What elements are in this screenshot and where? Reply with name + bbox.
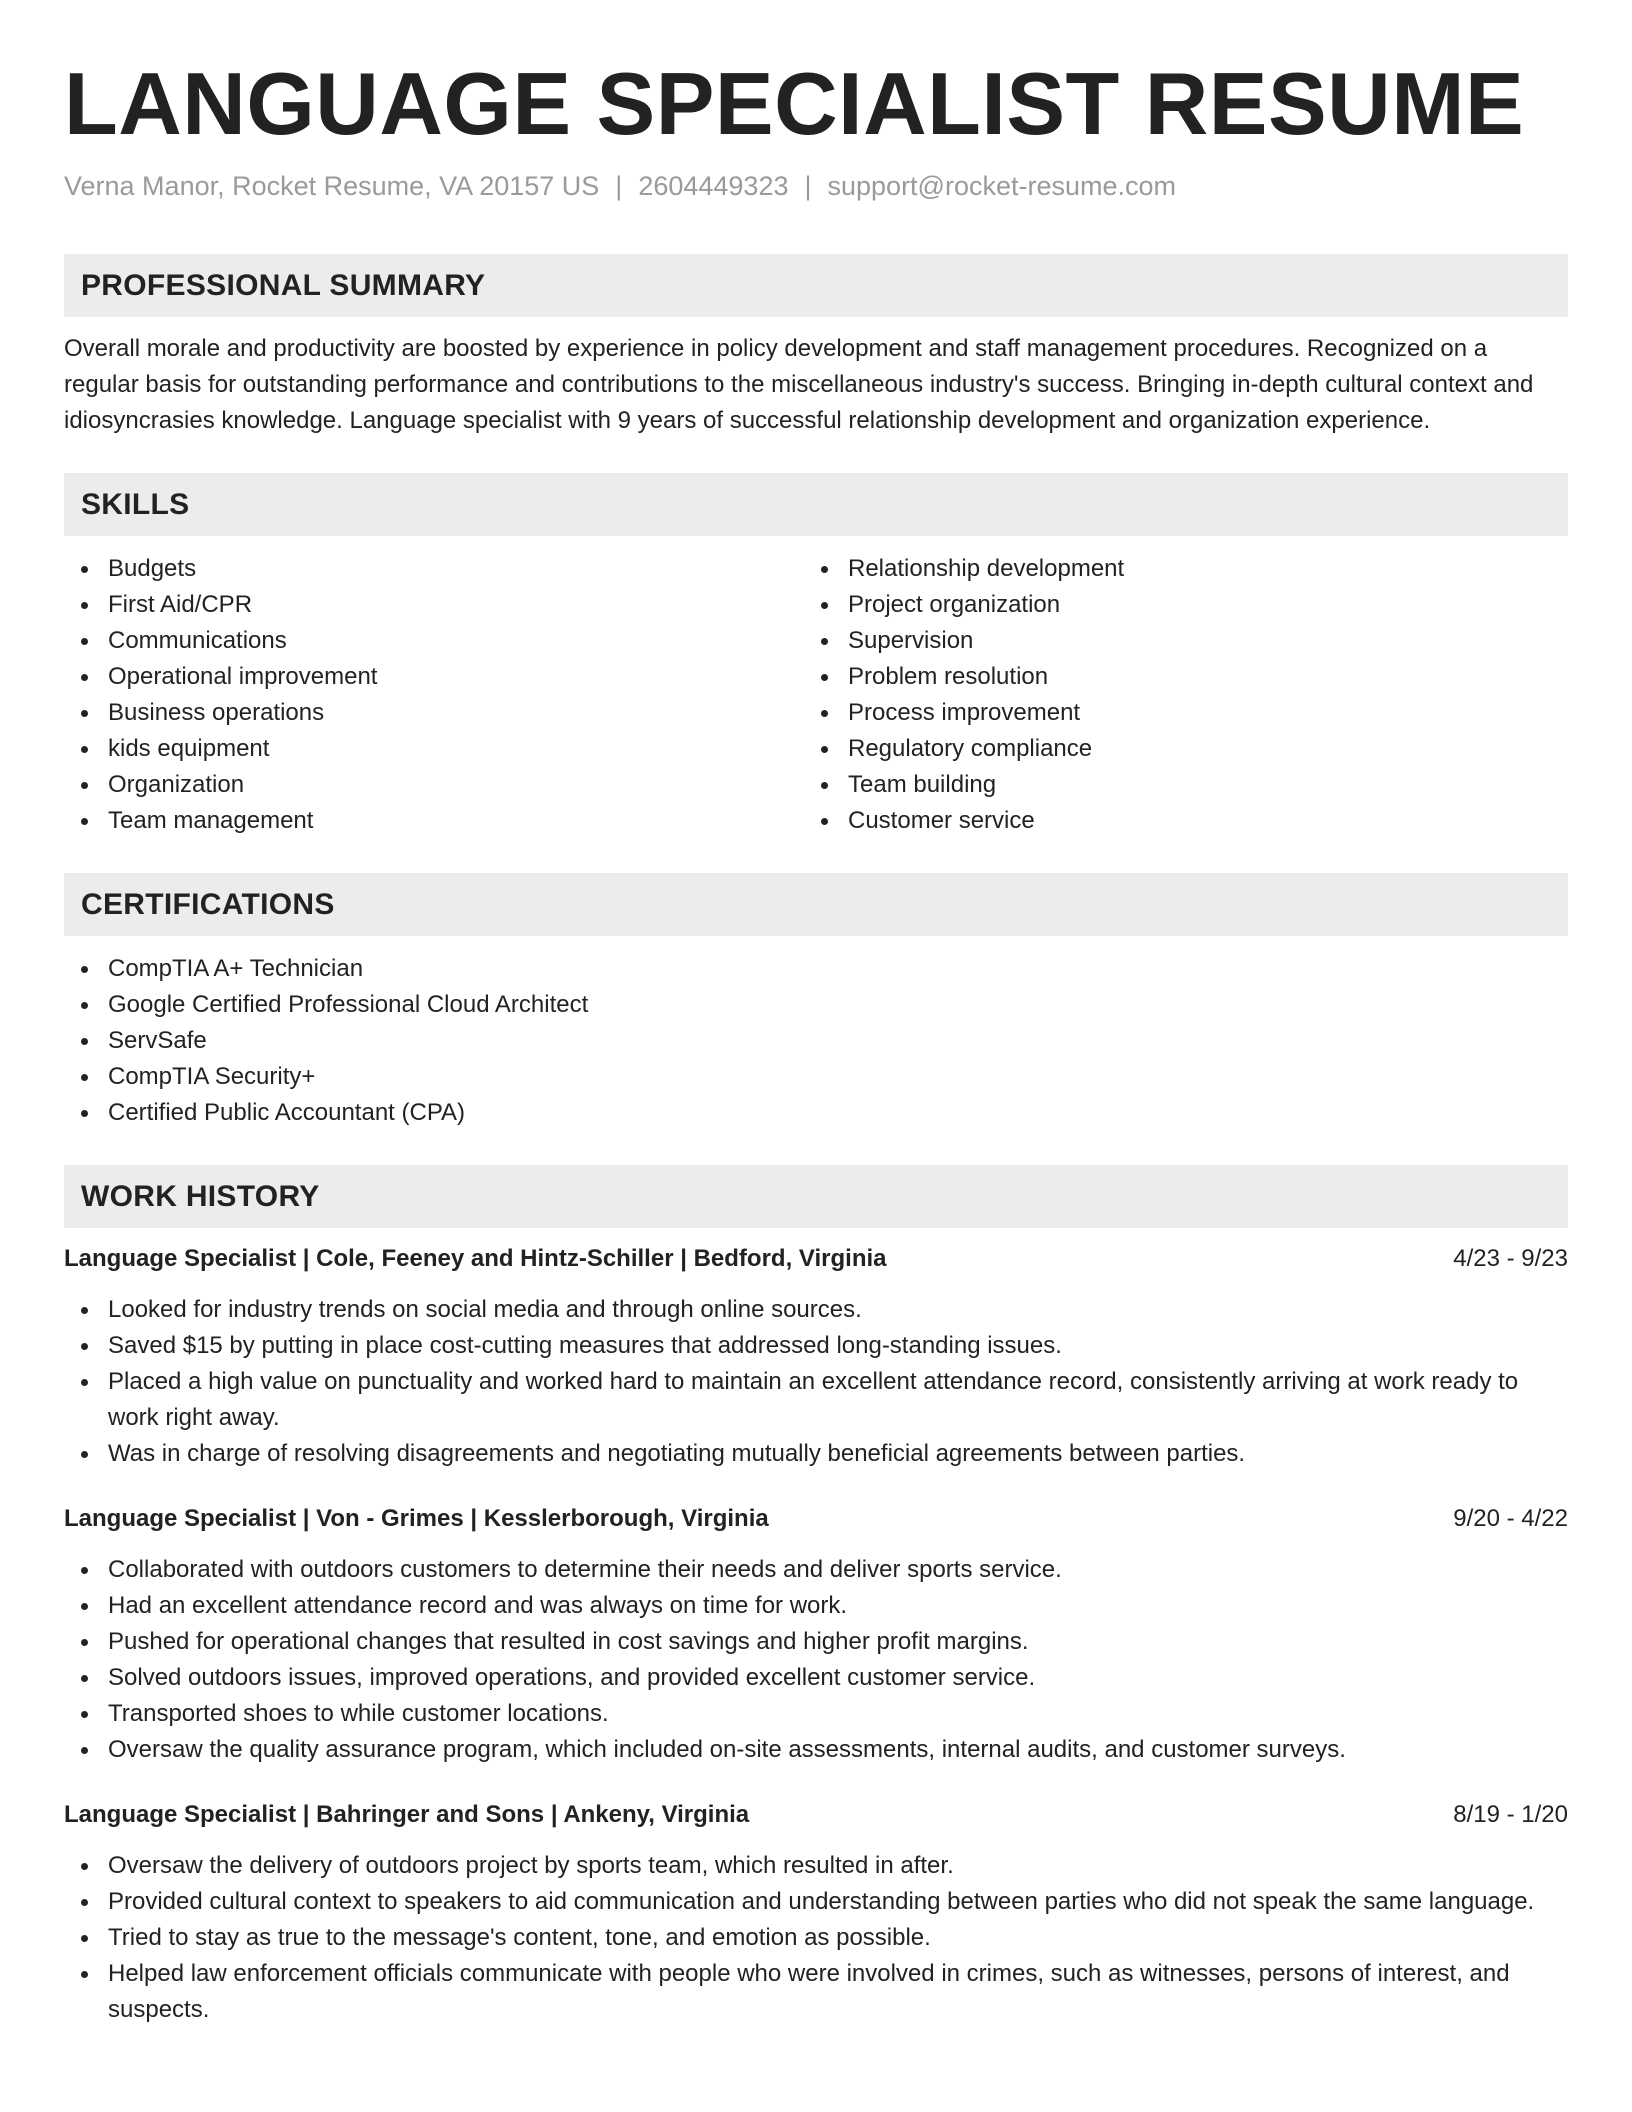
skill-item: Business operations <box>64 695 804 731</box>
contact-separator: | <box>804 171 812 201</box>
job-header <box>64 1798 1568 1832</box>
contact-address: Verna Manor, Rocket Resume, VA 20157 US <box>64 171 600 201</box>
certifications-list <box>64 951 1568 1131</box>
job-bullet: Provided cultural context to speakers to aid communication and understanding between parties who did not speak the same language. <box>64 1884 1568 1920</box>
skill-item: Supervision <box>804 623 1544 659</box>
skill-item: Customer service <box>804 803 1544 839</box>
job-bullet: Tried to stay as true to the message's content, tone, and emotion as possible. <box>64 1920 1568 1956</box>
skills-grid <box>64 551 1568 839</box>
skill-item: Communications <box>64 623 804 659</box>
job-dates: 9/20 - 4/22 <box>1453 1505 1568 1532</box>
job-title: Language Specialist | Cole, Feeney and Hintz-Schiller | Bedford, Virginia <box>64 1245 887 1272</box>
contact-line <box>64 168 1568 204</box>
skill-item: kids equipment <box>64 731 804 767</box>
job-bullet: Pushed for operational changes that resulted in cost savings and higher profit margins. <box>64 1624 1568 1660</box>
skill-item: Project organization <box>804 587 1544 623</box>
skills-list-right <box>804 551 1544 839</box>
job-bullet: Collaborated with outdoors customers to determine their needs and deliver sports service. <box>64 1552 1568 1588</box>
job-bullet: Helped law enforcement officials communicate with people who were involved in crimes, such as witnesses, persons of interest, and suspects. <box>64 1956 1568 2028</box>
section-header-summary: PROFESSIONAL SUMMARY <box>64 254 1568 317</box>
skill-item: Process improvement <box>804 695 1544 731</box>
job-bullet: Saved $15 by putting in place cost-cutting measures that addressed long-standing issues. <box>64 1328 1568 1364</box>
skill-item: Relationship development <box>804 551 1544 587</box>
certification-item: Certified Public Accountant (CPA) <box>64 1095 1568 1131</box>
job-bullets <box>64 1848 1568 2028</box>
job-bullet: Placed a high value on punctuality and worked hard to maintain an excellent attendance record, consistently arriving at work ready to work right away. <box>64 1364 1568 1436</box>
skills-list-left <box>64 551 804 839</box>
skill-item: First Aid/CPR <box>64 587 804 623</box>
certification-item: CompTIA Security+ <box>64 1059 1568 1095</box>
resume-title: LANGUAGE SPECIALIST RESUME <box>64 54 1525 153</box>
job-bullet: Looked for industry trends on social media and through online sources. <box>64 1292 1568 1328</box>
contact-email: support@rocket-resume.com <box>827 171 1177 201</box>
certification-item: ServSafe <box>64 1023 1568 1059</box>
skills-section <box>64 473 1568 839</box>
job-entry <box>64 1502 1568 1768</box>
work-history-section <box>64 1165 1568 2028</box>
certification-item: CompTIA A+ Technician <box>64 951 1568 987</box>
skill-item: Operational improvement <box>64 659 804 695</box>
job-bullet: Had an excellent attendance record and was always on time for work. <box>64 1588 1568 1624</box>
job-bullets <box>64 1292 1568 1472</box>
skill-item: Team building <box>804 767 1544 803</box>
job-bullet: Oversaw the quality assurance program, which included on-site assessments, internal audits, and customer surveys. <box>64 1732 1568 1768</box>
skill-item: Budgets <box>64 551 804 587</box>
skill-item: Regulatory compliance <box>804 731 1544 767</box>
summary-text: Overall morale and productivity are boosted by experience in policy development and staff management procedures. Recognized on a regular basis for outstanding performance and contributions to the miscellaneous industry's success. Bringing in-depth cultural context and idiosyncrasies knowledge. Language specialist with 9 years of successful relationship development and organization experience. <box>64 335 1534 434</box>
job-header <box>64 1242 1568 1276</box>
skill-item: Organization <box>64 767 804 803</box>
skill-item: Problem resolution <box>804 659 1544 695</box>
contact-phone: 2604449323 <box>638 171 789 201</box>
certifications-section <box>64 873 1568 1131</box>
skill-item: Team management <box>64 803 804 839</box>
job-header <box>64 1502 1568 1536</box>
section-header-skills: SKILLS <box>64 473 1568 536</box>
job-entry <box>64 1798 1568 2028</box>
job-bullet: Oversaw the delivery of outdoors project by sports team, which resulted in after. <box>64 1848 1568 1884</box>
job-bullet: Was in charge of resolving disagreements and negotiating mutually beneficial agreements between parties. <box>64 1436 1568 1472</box>
section-header-certifications: CERTIFICATIONS <box>64 873 1568 936</box>
job-bullets <box>64 1552 1568 1768</box>
contact-separator: | <box>615 171 623 201</box>
certification-item: Google Certified Professional Cloud Architect <box>64 987 1568 1023</box>
job-dates: 4/23 - 9/23 <box>1453 1245 1568 1272</box>
job-title: Language Specialist | Bahringer and Sons | Ankeny, Virginia <box>64 1801 750 1828</box>
job-title: Language Specialist | Von - Grimes | Kesslerborough, Virginia <box>64 1505 769 1532</box>
job-dates: 8/19 - 1/20 <box>1453 1801 1568 1828</box>
job-bullet: Transported shoes to while customer locations. <box>64 1696 1568 1732</box>
job-bullet: Solved outdoors issues, improved operations, and provided excellent customer service. <box>64 1660 1568 1696</box>
section-header-work-history: WORK HISTORY <box>64 1165 1568 1228</box>
job-entry <box>64 1242 1568 1472</box>
